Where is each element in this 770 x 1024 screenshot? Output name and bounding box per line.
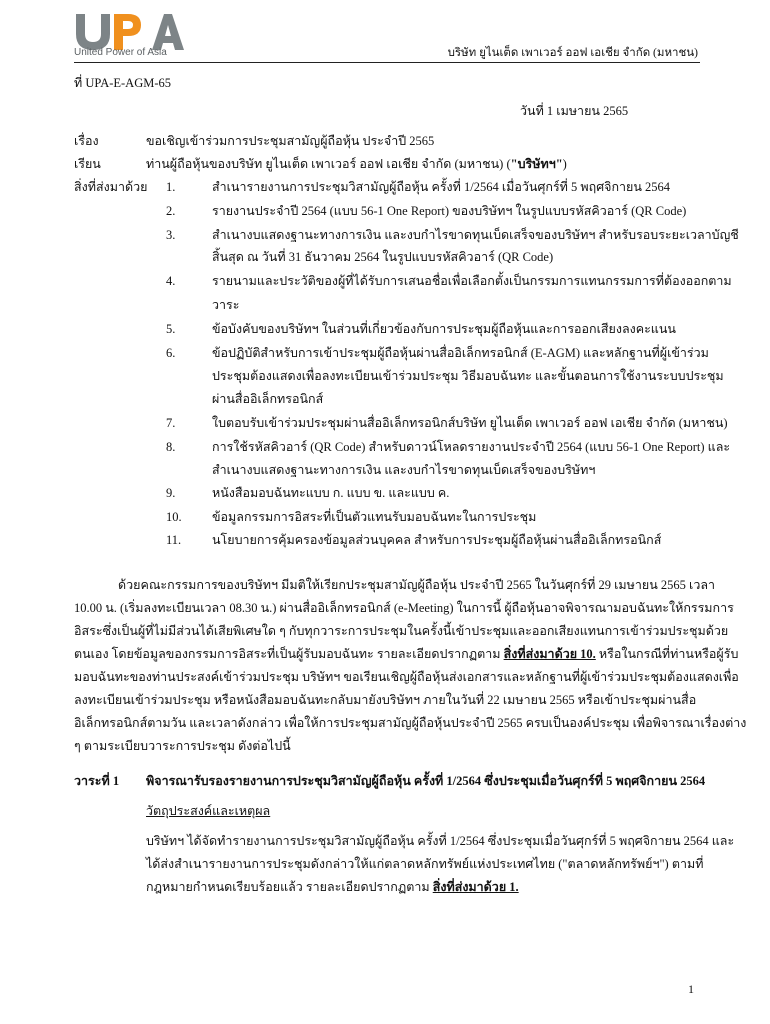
header-divider [74,62,700,63]
body-line: มอบฉันทะของท่านประสงค์เข้าร่วมประชุม บริษัทฯ ขอเรียนเชิญผู้ถือหุ้นส่งเอกสารและหลักฐานที่ผู้เข้าร่วมประชุมต้องแสดงเพื่อ [74,670,739,684]
attachment-number: 7. [166,416,176,430]
to-label: เรียน [74,157,101,171]
agenda-title: พิจารณารับรองรายงานการประชุมวิสามัญผู้ถือหุ้น ครั้งที่ 1/2564 ซึ่งประชุมเมื่อวันศุกร์ที่ 5 พฤศจิกายน 2564 [146,774,706,788]
attachment-number: 9. [166,486,176,500]
page-number: 1 [688,982,694,996]
attachment-line: ข้อปฏิบัติสำหรับการเข้าประชุมผู้ถือหุ้นผ่านสื่ออิเล็กทรอนิกส์ (E-AGM) และหลักฐานที่ผู้เข้าร่วม [212,346,709,360]
agenda-line: บริษัทฯ ได้จัดทำรายงานการประชุมวิสามัญผู้ถือหุ้น ครั้งที่ 1/2564 ซึ่งประชุมเมื่อวันศุกร์ที่ 5 พฤศจิกายน 2564 และ [146,834,735,848]
attachment-10-reference: สิ่งที่ส่งมาด้วย 10. [503,647,596,661]
body-line-text: ตนเอง โดยข้อมูลของกรรมการอิสระที่เป็นผู้รับมอบฉันทะ รายละเอียดปรากฏตาม [74,647,501,661]
attachment-number: 10. [166,510,182,524]
body-line: ลงทะเบียนเข้าร่วมประชุม หรือหนังสือมอบฉันทะกลับมายังบริษัทฯ ภายในวันที่ 22 เมษายน 2565 หรือเข้าประชุมผ่านสื่อ [74,693,697,707]
attachment-number: 1. [166,180,176,194]
attachment-line: ข้อบังคับของบริษัทฯ ในส่วนที่เกี่ยวข้องกับการประชุมผู้ถือหุ้นและการออกเสียงลงคะแนน [212,322,676,336]
attachment-line: วาระ [212,298,240,312]
attachment-number: 2. [166,204,176,218]
attachment-number: 8. [166,440,176,454]
subject-label: เรื่อง [74,134,99,148]
attachment-line: หนังสือมอบฉันทะแบบ ก. แบบ ข. และแบบ ค. [212,486,450,500]
attachment-number: 5. [166,322,176,336]
body-line: อิสระซึ่งเป็นผู้ที่ไม่มีส่วนได้เสียพิเศษใด ๆ กับทุกวาระการประชุมในครั้งนี้เข้าประชุมและออกเสียงแทนการเข้าร่วมประชุมด้วย [74,624,729,638]
body-line: 10.00 น. (เริ่มลงทะเบียนเวลา 08.30 น.) ผ่านสื่ออิเล็กทรอนิกส์ (e-Meeting) ในการนี้ ผู้ถือหุ้นอาจพิจารณามอบฉันทะให้กรรมการ [74,601,734,615]
attachment-number: 3. [166,228,176,242]
to-text [146,153,567,175]
attachment-line: รายนามและประวัติของผู้ที่ได้รับการเสนอชื่อเพื่อเลือกตั้งเป็นกรรมการแทนกรรมการที่ต้องออกตาม [212,274,732,288]
body-line: ด้วยคณะกรรมการของบริษัทฯ มีมติให้เรียกประชุมสามัญผู้ถือหุ้น ประจำปี 2565 ในวันศุกร์ที่ 29 เมษายน 2565 เวลา [118,578,716,592]
letter-reference: ที่ UPA-E-AGM-65 [74,76,172,90]
attachment-line: สำเนารายงานการประชุมวิสามัญผู้ถือหุ้น ครั้งที่ 1/2564 เมื่อวันศุกร์ที่ 5 พฤศจิกายน 2564 [212,180,671,194]
attachment-1-reference: สิ่งที่ส่งมาด้วย 1. [432,880,519,894]
attachment-number: 4. [166,274,176,288]
attachment-line: การใช้รหัสคิวอาร์ (QR Code) สำหรับดาวน์โหลดรายงานประจำปี 2564 (แบบ 56-1 One Report) และ [212,440,731,454]
letter-date: วันที่ 1 เมษายน 2565 [520,104,629,118]
attachment-line: ผ่านสื่ออิเล็กทรอนิกส์ [212,392,324,406]
attachment-line: รายงานประจำปี 2564 (แบบ 56-1 One Report) ของบริษัทฯ ในรูปแบบรหัสคิวอาร์ (QR Code) [212,204,687,218]
body-line: อิเล็กทรอนิกส์ตามวัน และเวลาดังกล่าว เพื่อให้การประชุมสามัญผู้ถือหุ้นประจำปี 2565 ครบเป็นองค์ประชุม เพื่อพิจารณาเรื่องต่าง [74,716,747,730]
attachment-line: สิ้นสุด ณ วันที่ 31 ธันวาคม 2564 ในรูปแบบรหัสคิวอาร์ (QR Code) [212,250,554,264]
attachments-label: สิ่งที่ส่งมาด้วย [74,180,148,194]
body-line-tail: หรือในกรณีที่ท่านหรือผู้รับ [595,647,739,661]
agenda-heading: วัตถุประสงค์และเหตุผล [146,804,271,818]
attachment-line: นโยบายการคุ้มครองข้อมูลส่วนบุคคล สำหรับการประชุมผู้ถือหุ้นผ่านสื่ออิเล็กทรอนิกส์ [212,533,662,547]
to-text-content: ท่านผู้ถือหุ้นของบริษัท ยูไนเต็ด เพาเวอร์ ออฟ เอเชีย จำกัด (มหาชน) ("บริษัทฯ") [146,157,567,171]
subject-text: ขอเชิญเข้าร่วมการประชุมสามัญผู้ถือหุ้น ประจำปี 2565 [146,134,435,148]
attachment-number: 6. [166,346,176,360]
attachment-line: ประชุมต้องแสดงเพื่อลงทะเบียนเข้าร่วมประชุม วิธีมอบฉันทะ และขั้นตอนการใช้งานระบบประชุม [212,369,724,383]
agenda-line-text: กฎหมายกำหนดเรียบร้อยแล้ว รายละเอียดปรากฏตาม [146,880,430,894]
logo-tagline: United Power of Asia [74,47,167,58]
agenda-line [146,876,519,898]
attachment-line: สำเนางบแสดงฐานะทางการเงิน และงบกำไรขาดทุนเบ็ดเสร็จของบริษัทฯ [212,463,596,477]
attachment-line: สำเนางบแสดงฐานะทางการเงิน และงบกำไรขาดทุนเบ็ดเสร็จของบริษัทฯ สำหรับรอบระยะเวลาบัญชี [212,228,739,242]
attachment-number: 11. [166,533,182,547]
body-line: ๆ ตามระเบียบวาระการประชุม ดังต่อไปนี้ [74,739,291,753]
attachment-line: ข้อมูลกรรมการอิสระที่เป็นตัวแทนรับมอบฉันทะในการประชุม [212,510,537,524]
company-name-header: บริษัท ยูไนเต็ด เพาเวอร์ ออฟ เอเชีย จำกัด (มหาชน) [447,47,698,59]
body-line [74,643,738,665]
attachment-line: ใบตอบรับเข้าร่วมประชุมผ่านสื่ออิเล็กทรอนิกส์บริษัท ยูไนเต็ด เพาเวอร์ ออฟ เอเชีย จำกัด (มหาชน) [212,416,728,430]
agenda-line: ได้ส่งสำเนารายงานการประชุมดังกล่าวให้แก่ตลาดหลักทรัพย์แห่งประเทศไทย ("ตลาดหลักทรัพย์ฯ") ตามที่ [146,857,704,871]
agenda-label: วาระที่ 1 [74,774,120,788]
